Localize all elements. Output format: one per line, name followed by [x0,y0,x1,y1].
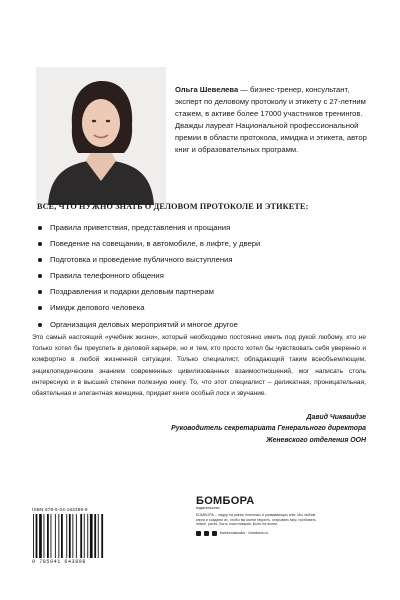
topic-text: Правила приветствия, представления и прощания [50,223,231,232]
topic-text: Поздравления и подарки деловым партнерам [50,287,214,297]
social-icon [196,531,201,536]
topic-text: Правила телефонного общения [50,271,164,281]
publisher-block [196,495,356,536]
barcode-graphic [32,514,118,558]
bullet-icon [38,242,42,246]
publisher-subtitle: издательство [196,506,220,510]
review-quote: Это самый настоящий «учебник жизни», который необходимо постоянно иметь под рукой любому, кто не только хотел бы преуспеть в деловой карьере, но и тем, кто просто хотел бы чувствовать себя уверенно и комфортно в любой жизненной ситуации. Только специалист, обладающий таким всеобъемлющим, энциклопедическим знанием современных цивилизованных взаимоотношений, мог написать столь интересную и в высшей степени полезную книгу. То, что этот специалист – деликатная, проницательная, обаятельная и элегантная женщина, придает книге особый лоск и звучание. [32,334,366,398]
social-icon [212,531,217,536]
publisher-logo: БОМБОРА [196,495,255,507]
author-name: Ольга Шевелева [175,85,239,94]
social-icon [204,531,209,536]
barcode-digits: 9 785041 643898 [32,559,87,565]
section-headline: ВСЕ, ЧТО НУЖНО ЗНАТЬ О ДЕЛОВОМ ПРОТОКОЛЕ И ЭТИКЕТЕ: [37,202,309,211]
topic-item [37,252,367,268]
author-bio [175,84,367,157]
publisher-social [196,531,356,536]
bullet-icon [38,323,42,327]
topic-item [37,300,367,316]
reviewer-name: Давид Чикваидзе [306,414,366,421]
topic-text: Подготовка и проведение публичного выступления [50,255,233,265]
topic-text: Имидж делового человека [50,303,145,313]
bullet-icon [38,274,42,278]
bullet-icon [38,290,42,294]
publisher-social-text: bomborabooks · bombora.ru [220,531,268,536]
topic-item [37,220,367,236]
publisher-description: БОМБОРА – лидер на рынке полезных и развивающих книг. Мы любим книги и создаем их, чтобы вы могли творить, открывать мир, пробовать новое, расти. Быть счастливыми. Быть на волне. [196,513,316,527]
barcode-block [32,507,120,565]
author-bio-text: — бизнес-тренер, консультант, эксперт по деловому протоколу и этикету с 27-летним стажем, в активе более 17000 участников тренингов. Дважды лауреат Национальной профессиональной премии в области протокола, имиджа и этикета, автор книг и образовательных программ. [175,85,367,155]
bullet-icon [38,226,42,230]
reviewer-title: Руководитель секретариата Генерального директора [171,425,366,433]
bullet-icon [38,258,42,262]
topic-item [37,284,367,300]
topics-list [37,220,367,333]
reviewer-organization: Женевского отделения ООН [266,436,366,444]
topic-item [37,236,367,252]
author-photo [36,67,166,205]
topic-text: Организация деловых мероприятий и многое другое [50,319,238,329]
isbn-label: ISBN 978-5-04-164389-8 [32,507,88,512]
topic-text: Поведение на совещании, в автомобиле, в лифте, у двери [50,239,261,249]
review-signature [171,412,366,446]
bullet-icon [38,306,42,310]
topic-item [37,317,367,333]
topic-item [37,268,367,284]
